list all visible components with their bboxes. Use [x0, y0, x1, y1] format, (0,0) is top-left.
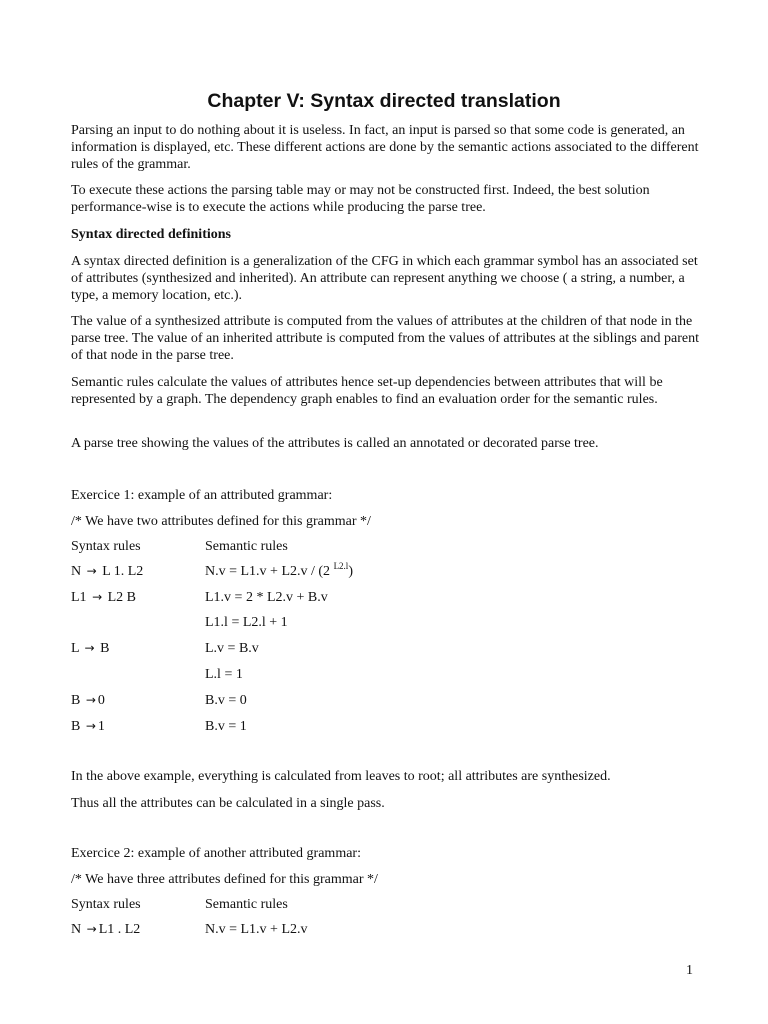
exercise-1-comment: /* We have two attributes defined for this grammar */ [71, 514, 371, 529]
grammar-rule-row [71, 640, 631, 657]
semantic-rule: L1.l = L2.l + 1 [205, 615, 288, 630]
right-arrow-icon: → [86, 564, 97, 578]
exercise-2-header-row [71, 896, 631, 913]
semantic-rules-header: Semantic rules [205, 539, 288, 554]
intro-paragraph-1: Parsing an input to do nothing about it is useless. In fact, an input is parsed so that some code is generated, an information is displayed, etc. These different actions are done by the semantic actions associated to the different rules of the grammar. [71, 123, 699, 172]
intro-paragraph-2: To execute these actions the parsing table may or may not be constructed first. Indeed, the best solution performance-wise is to execute the actions while producing the parse tree. [71, 183, 650, 215]
semantic-rule: L1.v = 2 * L2.v + B.v [205, 590, 328, 605]
grammar-rule-row [71, 563, 631, 580]
right-arrow-icon: → [92, 590, 103, 604]
right-arrow-icon: → [86, 922, 97, 936]
syntax-rule: B → 0 [71, 693, 105, 708]
semantic-rule: N.v = L1.v + L2.v / (2 $^{L2.l}$) [205, 561, 353, 579]
exercise-2-comment: /* We have three attributes defined for this grammar */ [71, 872, 378, 887]
syntax-rule: L1 → L2 B [71, 590, 137, 605]
syntax-rules-header: Syntax rules [71, 539, 141, 554]
section-heading: Syntax directed definitions [71, 227, 231, 242]
semantic-rule: B.v = 1 [205, 719, 247, 734]
grammar-rule-row [71, 589, 631, 606]
section-paragraph-4: A parse tree showing the values of the attributes is called an annotated or decorated parse tree. [71, 436, 599, 451]
exercise-1-title: Exercice 1: example of an attributed grammar: [71, 488, 333, 503]
syntax-rules-header: Syntax rules [71, 897, 141, 912]
semantic-rule: L.v = B.v [205, 641, 259, 656]
grammar-rule-row [71, 921, 631, 938]
exercise-2-title: Exercice 2: example of another attributed grammar: [71, 846, 361, 861]
semantic-rule: L.l = 1 [205, 667, 243, 682]
right-arrow-icon: → [84, 641, 95, 655]
syntax-rule: N → L1 . L2 [71, 922, 141, 937]
chapter-title: Chapter V: Syntax directed translation [207, 90, 561, 112]
grammar-rule-row [71, 614, 631, 631]
syntax-rule: B → 1 [71, 719, 105, 734]
exponent: L2.l [333, 561, 349, 571]
right-arrow-icon: → [85, 719, 96, 733]
section-paragraph-2: The value of a synthesized attribute is computed from the values of attributes at the children of that node in the parse tree. The value of an inherited attribute is computed from the values of attributes at the siblings and parent of that node in the parse tree. [71, 314, 699, 363]
grammar-rule-row [71, 666, 631, 683]
right-arrow-icon: → [85, 693, 96, 707]
grammar-rule-row [71, 692, 631, 709]
syntax-rule: N → L 1. L2 [71, 564, 144, 579]
section-paragraph-1: A syntax directed definition is a generalization of the CFG in which each grammar symbol has an associated set of attributes (synthesized and inherited). An attribute can represent anything we choose ( a string, a number, a type, a memory location, etc.). [71, 254, 698, 303]
exercise-1-note-2: Thus all the attributes can be calculated in a single pass. [71, 796, 385, 811]
exercise-1-note-1: In the above example, everything is calculated from leaves to root; all attributes are synthesized. [71, 769, 611, 784]
semantic-rule: B.v = 0 [205, 693, 247, 708]
semantic-rules-header: Semantic rules [205, 897, 288, 912]
syntax-rule: L → B [71, 641, 110, 656]
semantic-rule: N.v = L1.v + L2.v [205, 922, 308, 937]
exercise-1-header-row [71, 538, 631, 555]
section-paragraph-3: Semantic rules calculate the values of attributes hence set-up dependencies between attributes that will be represented by a graph. The dependency graph enables to find an evaluation order for the semantic rules. [71, 375, 663, 407]
grammar-rule-row [71, 718, 631, 735]
page-number: 1 [686, 963, 693, 978]
